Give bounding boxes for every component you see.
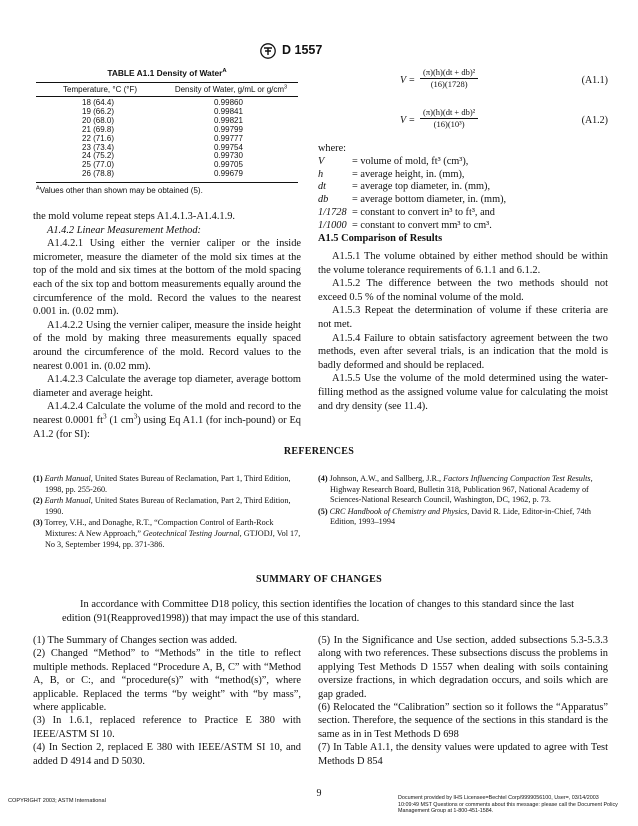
variable-symbol: h (318, 168, 324, 180)
variable-row (318, 207, 510, 220)
paragraph: A1.5.4 Failure to obtain satisfactory agreement between the two methods, even after several trials, is an indication that the mold is badly deformed and should be replaced. (318, 332, 608, 371)
summary-heading: SUMMARY OF CHANGES (256, 574, 382, 585)
paragraph: the mold volume repeat steps A1.4.1.3-A1.4.1.9. (33, 211, 236, 222)
col-density: Density of Water, g/mL or $g/cm^3$ (174, 84, 288, 94)
where-block: where: V = volume of mold, ft³ (cm³), h = average height, in. (mm), dt = average top diameter, in. (mm), db = average bottom diameter, in. (mm), 1/1728 = constant to convert in³ to ft³, and 1/1000 = constant to convert mm³ to cm³. (318, 143, 608, 233)
copyright: COPYRIGHT 2003; ASTM International (8, 798, 106, 804)
table-title: TABLE A1.1 Density of Water$^A$ (107, 68, 227, 78)
reference-item: (4) Johnson, A.W., and Sallberg, J.R., Factors Influencing Compaction Test Results, Highway Research Board, Bulletin 318, Publication 967, National Academy of Sciences-National Research Council, Washington, DC, 1962, p. 73. (318, 474, 593, 505)
document-notice: Document provided by IHS Licensee=Bechtel Corp/9999056100, User=, 03/14/2003 10:09:49 MST Questions or comments about this message: please call the Document Policy Management Group at 1-800-451-1584. (398, 795, 618, 815)
density-cell: 0.99777 (214, 133, 243, 143)
variable-description: = constant to convert in³ to ft³, and (352, 206, 495, 218)
left-column (33, 210, 301, 441)
change-item: (2) Changed “Method” to “Methods” in the title to reflect multiple methods. Replaced “Procedure A, B, C” with “Method A, B, or C:, and “procedure(s)” with “method(s)”, where applicable. Replaced the terms “by weight” with “by mass”, where applicable. (33, 648, 301, 714)
change-item: (7) In Table A1.1, the density values were updated to agree with Test Methods D 854 (318, 742, 608, 767)
density-cell: 0.99730 (214, 151, 243, 161)
table-row (36, 99, 298, 108)
paragraph: A1.4.2.2 Using the vernier caliper, measure the inside height of the mold by making three measurements equally spaced around the circumference of the mold. Record values to the nearest 0.001 in. (0.02 mm). (33, 319, 301, 372)
change-item: (5) In the Significance and Use section, added subsections 5.3-5.3.3 along with two references. These subsections discuss the problems in applying Test Methods D 1557 when dealing with soils containing oversize fractions, in which degradation occurs, and soils which are gap graded. (318, 635, 608, 700)
reference-item: (5) CRC Handbook of Chemistry and Physics, David R. Lide, Editor-in-Chief, 74th Edition, 1993–1994 (318, 506, 591, 527)
density-cell: 0.99821 (214, 115, 243, 125)
table-row (36, 170, 298, 179)
subsection-heading: A1.4.2 Linear Measurement Method: (47, 224, 202, 236)
reference-item: (2) Earth Manual, United States Bureau of Reclamation, Part 2, Third Edition, 1990. (33, 496, 291, 516)
paragraph: A1.4.2.3 Calculate the average top diameter, average bottom diameter and average height. (33, 374, 301, 399)
table-row (36, 144, 298, 153)
density-cell: 0.99799 (214, 124, 243, 134)
paragraph: A1.5.5 Use the volume of the mold determined using the water-filling method as the assigned volume value for calculating the moist and dry density (see 11.4). (318, 373, 608, 412)
table-row (36, 126, 298, 135)
col-temperature: Temperature, °C (°F) (63, 85, 137, 94)
variable-description: = volume of mold, ft³ (cm³), (352, 155, 469, 167)
section-heading: A1.5 Comparison of Results (318, 233, 443, 244)
temperature-cell: 23 (73.4) (82, 142, 115, 152)
variable-row (318, 169, 510, 182)
density-table-block (36, 68, 298, 195)
temperature-cell: 18 (64.4) (82, 98, 115, 107)
fraction: $\frac{\text{(π)(h)(dt + db)²}}{\text{(16)(10³)}}$ (420, 107, 478, 130)
change-item: (6) Relocated the “Calibration” section so it follows the “Apparatus” section. Therefore, the sequence of the sections in this standard is the same as in in Test Methods D 698 (318, 702, 608, 740)
table-header (36, 82, 298, 97)
variable-symbol: db (318, 194, 329, 206)
paragraph: A1.5.1 The volume obtained by either method should be within the volume tolerance requirements of 6.1.1 and 6.1.2. (318, 251, 608, 276)
variable-description: = constant to convert mm³ to cm³. (352, 219, 492, 231)
variable-description: = average height, in. (mm), (352, 168, 465, 180)
astm-logo-icon (260, 43, 276, 64)
references-right (318, 474, 608, 529)
variable-list (318, 156, 510, 233)
table-row (36, 161, 298, 170)
reference-item: (1) Earth Manual, United States Bureau of Reclamation, Part 1, Third Edition, 1998, pp. 255-260. (33, 474, 291, 494)
density-cell: 0.99754 (214, 142, 243, 152)
paragraph: A1.4.2.4 Calculate the volume of the mold and record to the nearest 0.0001 $ft^3$ (1 $cm^3$) using Eq A1.1 (for inch-pound) or Eq A1.2 (for SI): (33, 401, 301, 440)
summary-right (318, 634, 608, 768)
variable-symbol: V (318, 155, 325, 167)
table-row (36, 117, 298, 126)
fraction: $\frac{\text{(π)(h)(dt + db)²}}{(16)(1728)}$ (420, 67, 478, 90)
page-header (260, 43, 390, 61)
temperature-cell: 22 (71.6) (82, 133, 115, 143)
temperature-cell: 19 (66.2) (82, 106, 115, 116)
variable-symbol: 1/1728 (318, 206, 347, 218)
temperature-cell: 25 (77.0) (82, 160, 115, 170)
variable-symbol: dt (318, 181, 327, 193)
variable-symbol: 1/1000 (318, 219, 347, 231)
table-footnote: $^A$Values other than shown may be obtained (5). (36, 182, 298, 195)
density-cell: 0.99705 (214, 160, 243, 170)
table-row (36, 135, 298, 144)
density-table (36, 99, 298, 179)
temperature-cell: 24 (75.2) (82, 151, 115, 161)
references-left (33, 474, 301, 551)
variable-row (318, 181, 510, 194)
equation-a1-1: V = $\frac{\text{(π)(h)(dt + db)²}}{(16)(1728)}$ (A1.1) (400, 67, 608, 89)
variable-description: = average top diameter, in. (mm), (352, 181, 491, 193)
change-item: (1) The Summary of Changes section was added. (33, 635, 238, 646)
temperature-cell: 20 (68.0) (82, 115, 115, 125)
summary-intro: In accordance with Committee D18 policy, this section identifies the location of changes to this standard since the last edition (91(Reapproved1998)) that may impact the use of this standard. (62, 599, 574, 624)
density-cell: 0.99860 (214, 98, 243, 107)
variable-row (318, 220, 510, 233)
variable-row (318, 156, 510, 169)
references-heading: REFERENCES (283, 446, 355, 457)
table-row (36, 108, 298, 117)
change-item: (4) In Section 2, replaced E 380 with IEEE/ASTM SI 10, and added D 4914 and D 5030. (33, 742, 301, 767)
change-item: (3) In 1.6.1, replaced reference to Practice E 380 with IEEE/ASTM SI 10. (33, 715, 301, 740)
variable-description: = average bottom diameter, in. (mm), (352, 194, 507, 206)
equation-a1-2: V = $\frac{\text{(π)(h)(dt + db)²}}{\text{(16)(10³)}}$ (A1.2) (400, 107, 608, 129)
summary-left (33, 634, 301, 768)
page-number: 9 (316, 788, 322, 799)
density-cell: 0.99679 (214, 169, 243, 179)
temperature-cell: 21 (69.8) (82, 124, 115, 134)
density-cell: 0.99841 (214, 106, 243, 116)
right-column (318, 233, 608, 413)
paragraph: A1.5.3 Repeat the determination of volume if these criteria are not met. (318, 305, 608, 330)
paragraph: A1.5.2 The difference between the two methods should not exceed 0.5 % of the nominal volume of the mold. (318, 278, 608, 303)
table-row (36, 152, 298, 161)
standard-designation: D 1557 (282, 43, 323, 57)
variable-row (318, 194, 510, 207)
paragraph: A1.4.2.1 Using either the vernier caliper or the inside micrometer, measure the diameter of the mold six times at the top of the mold and six times at the bottom of the mold spacing each of the six top and bottom measurements equally around the circumference of the mold. Record the values to the nearest 0.001 in. (0.02 mm). (33, 238, 301, 318)
reference-item: (3) Torrey, V.H., and Donaghe, R.T., “Compaction Control of Earth-Rock Mixtures: A New Approach,” Geotechnical Testing Journal, GTJODJ, Vol 17, No 3, September 1994, pp. 371-386. (33, 518, 301, 549)
temperature-cell: 26 (78.8) (82, 169, 115, 179)
